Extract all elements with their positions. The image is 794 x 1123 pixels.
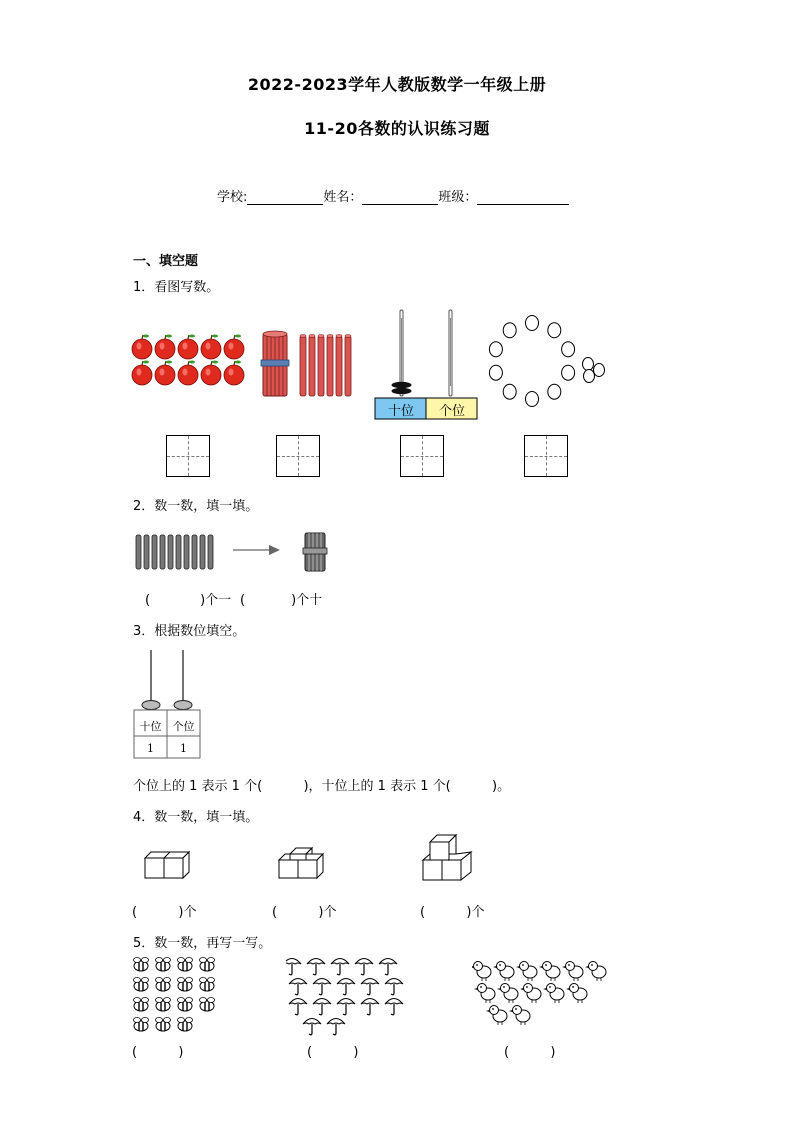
circle-icon <box>489 365 502 380</box>
cubes-group-1 <box>142 850 192 880</box>
stick-icon <box>300 335 306 397</box>
name-label: 姓名： <box>323 190 363 205</box>
circle-icon <box>562 342 575 357</box>
umbrella-icon <box>337 999 355 1015</box>
paren-open: ( <box>240 593 246 608</box>
tens-unit-label: )个十 <box>291 593 323 608</box>
table-tens-value: 1 <box>147 742 154 755</box>
stick-bundle <box>261 331 289 396</box>
chick-icon <box>474 984 495 1004</box>
bee-icon <box>156 958 171 972</box>
stick-icon <box>160 535 165 569</box>
bees-illustration <box>130 954 220 1036</box>
cubes-group-2 <box>276 846 326 880</box>
q5-blank-1[interactable]: ( ) <box>132 1045 184 1060</box>
circle-icon <box>562 365 575 380</box>
umbrella-icon <box>385 999 403 1015</box>
stick-icon <box>318 335 324 397</box>
chick-icon <box>486 1006 507 1026</box>
ones-unit-label: )个一 <box>200 593 232 608</box>
umbrella-icon <box>313 999 331 1015</box>
apple-icon <box>224 335 244 360</box>
apple-icon <box>132 361 152 386</box>
cubes-group-3 <box>420 832 476 882</box>
bee-icon <box>178 958 193 972</box>
chick-icon <box>516 962 537 982</box>
umbrella-icon <box>307 959 325 975</box>
table-tens-header: 十位 <box>139 720 162 733</box>
chick-icon <box>585 962 606 982</box>
stick-icon <box>136 535 141 569</box>
answer-box-1[interactable] <box>166 435 210 477</box>
bee-icon <box>200 978 215 992</box>
circles-illustration <box>488 312 612 410</box>
apple-icon <box>178 361 198 386</box>
chick-icon <box>497 984 518 1004</box>
bee-icon <box>156 978 171 992</box>
bee-icon <box>178 978 193 992</box>
circle-icon <box>526 316 539 331</box>
school-label: 学校: <box>217 190 248 205</box>
apple-icon <box>155 335 175 360</box>
q4-blank-1[interactable]: ( )个 <box>132 905 197 920</box>
chick-icon <box>509 1006 530 1026</box>
umbrella-icon <box>337 979 355 995</box>
umbrellas-illustration <box>286 954 416 1036</box>
answer-box-3[interactable] <box>400 435 444 477</box>
q3-sentence[interactable]: 个位上的 1 表示 1 个( )，十位上的 1 表示 1 个( )。 <box>133 779 511 794</box>
apple-icon <box>224 361 244 386</box>
answer-box-2[interactable] <box>276 435 320 477</box>
umbrella-icon <box>286 959 301 975</box>
apple-icon <box>178 335 198 360</box>
q3-prompt: 3．根据数位填空。 <box>133 624 246 639</box>
student-info-row <box>217 186 569 205</box>
table-ones-value: 1 <box>180 742 187 755</box>
bee-icon <box>134 1018 149 1032</box>
chick-icon <box>539 962 560 982</box>
bundle-icon <box>300 530 330 574</box>
circle-icon <box>503 323 516 338</box>
bee-icon <box>156 998 171 1012</box>
umbrella-icon <box>355 959 373 975</box>
arrow-icon <box>233 544 281 556</box>
answer-box-4[interactable] <box>524 435 568 477</box>
umbrella-icon <box>331 959 349 975</box>
name-field[interactable] <box>362 190 438 205</box>
bee-icon <box>200 958 215 972</box>
abacus-tens-label: 十位 <box>387 404 414 419</box>
umbrella-icon <box>289 999 307 1015</box>
stick-icon <box>208 535 213 569</box>
paren-open: ( <box>145 593 151 608</box>
chick-icon <box>520 984 541 1004</box>
bee-icon <box>134 998 149 1012</box>
chicks-illustration <box>472 956 614 1028</box>
document-title: 2022-2023学年人教版数学一年级上册 <box>247 75 547 94</box>
q5-prompt: 5．数一数，再写一写。 <box>133 936 272 951</box>
school-field[interactable] <box>247 190 323 205</box>
umbrella-icon <box>289 979 307 995</box>
stick-icon <box>309 335 315 397</box>
chick-icon <box>566 984 587 1004</box>
stick-icon <box>144 535 149 569</box>
stick-icon <box>152 535 157 569</box>
apple-icon <box>132 335 152 360</box>
chick-icon <box>543 984 564 1004</box>
chick-icon <box>493 962 514 982</box>
chick-icon <box>472 962 491 982</box>
abacus-ones-label: 个位 <box>438 404 465 419</box>
q5-blank-2[interactable]: ( ) <box>307 1045 359 1060</box>
bee-icon <box>178 1018 193 1032</box>
apple-icon <box>201 361 221 386</box>
class-label: 班级： <box>438 190 478 205</box>
bee-icon <box>134 978 149 992</box>
stick-icon <box>176 535 181 569</box>
apples-illustration <box>130 332 250 390</box>
circle-icon <box>594 364 605 377</box>
q4-prompt: 4．数一数，填一填。 <box>133 810 259 825</box>
circle-icon <box>584 370 595 383</box>
umbrella-icon <box>303 1019 321 1035</box>
umbrella-icon <box>361 979 379 995</box>
class-field[interactable] <box>477 190 569 205</box>
sticks-illustration <box>258 328 358 400</box>
umbrella-icon <box>379 959 397 975</box>
stick-icon <box>336 335 342 397</box>
bee-icon <box>156 1018 171 1032</box>
circle-icon <box>526 392 539 407</box>
circle-icon <box>489 342 502 357</box>
apple-icon <box>155 361 175 386</box>
q2-blank-tens[interactable] <box>240 589 322 608</box>
circle-icon <box>548 384 561 399</box>
table-ones-header: 个位 <box>172 720 195 733</box>
umbrella-icon <box>313 979 331 995</box>
stick-icon <box>345 335 351 397</box>
umbrella-icon <box>385 979 403 995</box>
circle-icon <box>583 358 594 371</box>
circle-icon <box>503 384 516 399</box>
stick-icon <box>192 535 197 569</box>
q1-prompt: 1．看图写数。 <box>133 280 220 295</box>
apple-icon <box>201 335 221 360</box>
section-heading: 一、填空题 <box>133 254 199 269</box>
stick-icon <box>200 535 205 569</box>
umbrella-icon <box>361 999 379 1015</box>
chick-icon <box>562 962 583 982</box>
umbrella-icon <box>327 1019 345 1035</box>
q2-blank-ones[interactable] <box>145 589 231 608</box>
bee-icon <box>134 958 149 972</box>
bee-icon <box>200 998 215 1012</box>
loose-sticks <box>300 335 351 397</box>
document-subtitle: 11-20各数的认识练习题 <box>304 119 490 138</box>
bee-icon <box>178 998 193 1012</box>
stick-icon <box>168 535 173 569</box>
stick-icon <box>184 535 189 569</box>
q4-blank-3[interactable]: ( )个 <box>420 905 485 920</box>
q4-blank-2[interactable]: ( )个 <box>272 905 337 920</box>
q2-prompt: 2．数一数，填一填。 <box>133 499 259 514</box>
stick-icon <box>327 335 333 397</box>
q5-blank-3[interactable]: ( ) <box>504 1045 556 1060</box>
circle-icon <box>548 323 561 338</box>
